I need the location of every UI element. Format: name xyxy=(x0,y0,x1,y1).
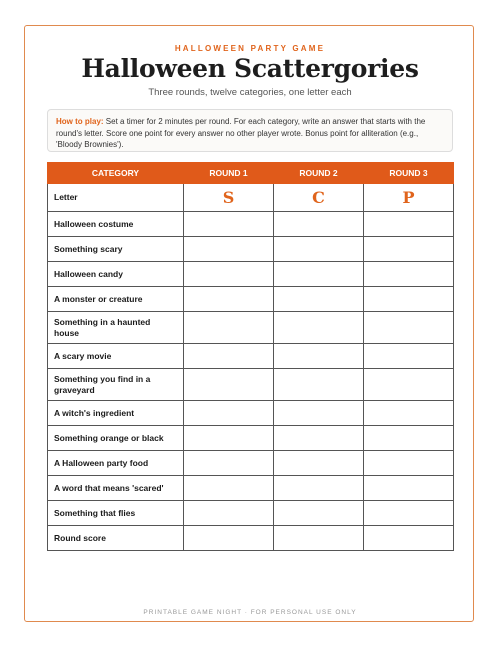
answer-cell-round-1[interactable] xyxy=(184,451,274,476)
category-label: Something scary xyxy=(48,237,184,262)
table-row xyxy=(48,369,454,401)
table-row xyxy=(48,426,454,451)
score-cell-round-2[interactable] xyxy=(274,526,364,551)
answer-cell-round-2[interactable] xyxy=(274,237,364,262)
category-label: A witch's ingredient xyxy=(48,401,184,426)
table-row xyxy=(48,262,454,287)
page-title: Halloween Scattergories xyxy=(81,54,419,83)
how-to-play-text: Set a timer for 2 minutes per round. For each category, write an answer that starts with the round's letter. Score one point for every answer no other player wrote. Bonus point for alliteration (e.g., 'Bloody Brownies'). xyxy=(56,117,426,149)
answer-cell-round-3[interactable] xyxy=(364,212,454,237)
table-row xyxy=(48,237,454,262)
answer-cell-round-2[interactable] xyxy=(274,426,364,451)
header-round-2: ROUND 2 xyxy=(274,163,364,184)
table-row xyxy=(48,451,454,476)
table-header-row xyxy=(48,163,454,184)
category-label: Something that flies xyxy=(48,501,184,526)
answer-cell-round-3[interactable] xyxy=(364,501,454,526)
answer-cell-round-1[interactable] xyxy=(184,237,274,262)
category-label: Halloween candy xyxy=(48,262,184,287)
answer-cell-round-3[interactable] xyxy=(364,344,454,369)
category-label: Halloween costume xyxy=(48,212,184,237)
category-label: Something in a haunted house xyxy=(48,312,184,344)
answer-cell-round-3[interactable] xyxy=(364,312,454,344)
category-label: Something orange or black xyxy=(48,426,184,451)
table-row xyxy=(48,501,454,526)
answer-cell-round-1[interactable] xyxy=(184,312,274,344)
answer-cell-round-2[interactable] xyxy=(274,344,364,369)
answer-cell-round-2[interactable] xyxy=(274,287,364,312)
letter-row-label: Letter xyxy=(48,184,184,212)
answer-cell-round-1[interactable] xyxy=(184,501,274,526)
round-score-label: Round score xyxy=(48,526,184,551)
category-label: A scary movie xyxy=(48,344,184,369)
round-2-letter: C xyxy=(274,184,364,212)
table-row xyxy=(48,344,454,369)
answer-cell-round-1[interactable] xyxy=(184,426,274,451)
answer-cell-round-1[interactable] xyxy=(184,287,274,312)
answer-cell-round-2[interactable] xyxy=(274,212,364,237)
answer-cell-round-1[interactable] xyxy=(184,212,274,237)
table-row xyxy=(48,312,454,344)
table-row xyxy=(48,287,454,312)
answer-cell-round-2[interactable] xyxy=(274,401,364,426)
answer-cell-round-2[interactable] xyxy=(274,451,364,476)
score-cell-round-1[interactable] xyxy=(184,526,274,551)
round-3-letter: P xyxy=(364,184,454,212)
header-category: CATEGORY xyxy=(48,163,184,184)
answer-cell-round-2[interactable] xyxy=(274,312,364,344)
answer-cell-round-2[interactable] xyxy=(274,476,364,501)
letter-row xyxy=(48,184,454,212)
answer-cell-round-3[interactable] xyxy=(364,262,454,287)
round-1-letter: S xyxy=(184,184,274,212)
answer-cell-round-1[interactable] xyxy=(184,476,274,501)
answer-cell-round-1[interactable] xyxy=(184,262,274,287)
score-cell-round-3[interactable] xyxy=(364,526,454,551)
answer-cell-round-2[interactable] xyxy=(274,501,364,526)
category-label: Something you find in a graveyard xyxy=(48,369,184,401)
category-label: A Halloween party food xyxy=(48,451,184,476)
answer-cell-round-3[interactable] xyxy=(364,401,454,426)
answer-cell-round-3[interactable] xyxy=(364,287,454,312)
answer-cell-round-2[interactable] xyxy=(274,262,364,287)
category-label: A word that means 'scared' xyxy=(48,476,184,501)
table-row xyxy=(48,212,454,237)
header-round-1: ROUND 1 xyxy=(184,163,274,184)
answer-cell-round-3[interactable] xyxy=(364,237,454,262)
how-to-play-box xyxy=(47,109,453,152)
answer-cell-round-1[interactable] xyxy=(184,369,274,401)
answer-cell-round-3[interactable] xyxy=(364,426,454,451)
page-subtitle: Three rounds, twelve categories, one letter each xyxy=(148,87,352,98)
category-label: A monster or creature xyxy=(48,287,184,312)
answer-cell-round-1[interactable] xyxy=(184,344,274,369)
eyebrow-label: HALLOWEEN PARTY GAME xyxy=(174,44,326,53)
answer-cell-round-1[interactable] xyxy=(184,401,274,426)
answer-cell-round-2[interactable] xyxy=(274,369,364,401)
how-to-play-label: How to play: xyxy=(56,117,104,126)
answer-cell-round-3[interactable] xyxy=(364,451,454,476)
answer-cell-round-3[interactable] xyxy=(364,369,454,401)
scattergories-table xyxy=(47,162,454,551)
table-row xyxy=(48,476,454,501)
answer-cell-round-3[interactable] xyxy=(364,476,454,501)
footer-note: PRINTABLE GAME NIGHT · FOR PERSONAL USE ONLY xyxy=(143,609,357,616)
table-row xyxy=(48,401,454,426)
round-score-row xyxy=(48,526,454,551)
header-round-3: ROUND 3 xyxy=(364,163,454,184)
